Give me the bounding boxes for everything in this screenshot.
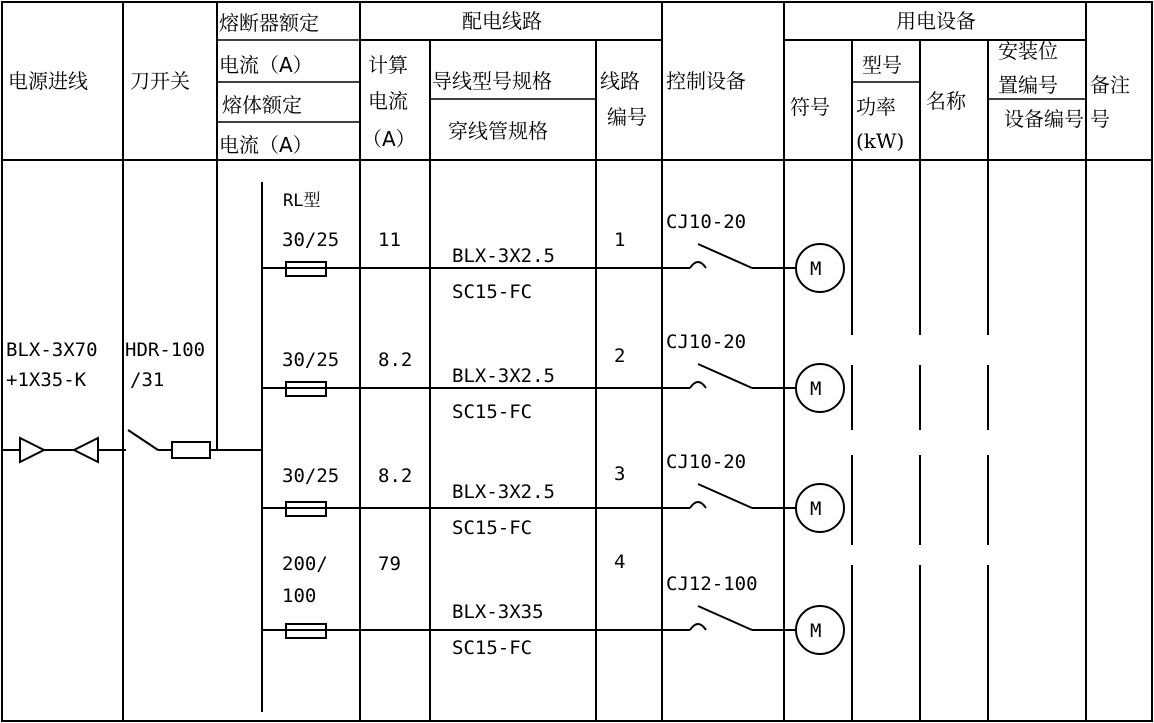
header-distribution: 配电线路 [462, 9, 542, 33]
knife-switch-icon [128, 430, 158, 450]
contactor-icon [690, 624, 706, 630]
incoming-cable-1: BLX-3X70 [6, 339, 98, 361]
branch-contactor: CJ10-20 [666, 331, 747, 353]
branch-fuse-rating: 200/ [282, 553, 328, 575]
branch-line-no: 3 [614, 463, 626, 485]
branch-4 [262, 551, 844, 659]
branch-fuse-rating: 100 [282, 585, 317, 607]
header-install-2: 置编号 [998, 73, 1058, 97]
header-model: 型号 [862, 53, 902, 77]
header-melt-rated-1: 熔体额定 [222, 93, 302, 117]
header-remark-1: 备注 [1090, 73, 1130, 97]
branch-wire: BLX-3X2.5 [452, 481, 555, 503]
branch-line-no: 4 [614, 551, 626, 573]
branch-current: 79 [378, 553, 401, 575]
contactor-icon [698, 606, 752, 630]
branch-line-no: 2 [614, 345, 626, 367]
cable-terminal-icon [20, 438, 44, 462]
header-calc-3: （A） [362, 127, 416, 151]
header-control: 控制设备 [666, 69, 746, 93]
motor-label: M [810, 620, 822, 642]
incoming-feeder [2, 430, 262, 462]
contactor-icon [690, 382, 706, 388]
header-power-in: 电源进线 [8, 69, 88, 93]
contactor-icon [698, 484, 752, 508]
fuse-type: RL型 [283, 191, 321, 211]
branch-fuse-rating: 30/25 [282, 229, 340, 251]
branch-conduit: SC15-FC [452, 637, 533, 659]
header-knife-switch: 刀开关 [130, 69, 190, 93]
header-name: 名称 [926, 89, 966, 113]
branch-contactor: CJ10-20 [666, 211, 747, 233]
header-fuse-rated-2: 电流（A） [219, 53, 313, 77]
branch-current: 8.2 [378, 349, 413, 371]
header-device-no: 设备编号 [1004, 107, 1084, 131]
branch-2 [262, 331, 844, 423]
knife-switch-model-1: HDR-100 [125, 339, 206, 361]
branch-contactor: CJ12-100 [666, 573, 758, 595]
branch-wire: BLX-3X2.5 [452, 365, 555, 387]
header-line-no-1: 线路 [600, 69, 640, 93]
header-calc-1: 计算 [368, 53, 408, 77]
contactor-icon [690, 502, 706, 508]
header-fuse-rated-1: 熔断器额定 [219, 11, 319, 35]
fuse-icon [172, 442, 210, 458]
header-symbol: 符号 [790, 95, 830, 119]
branch-current: 8.2 [378, 465, 413, 487]
contactor-icon [690, 262, 706, 268]
header-melt-rated-2: 电流（A） [219, 133, 313, 157]
header-calc-2: 电流 [368, 89, 408, 113]
branch-conduit: SC15-FC [452, 401, 533, 423]
branch-conduit: SC15-FC [452, 281, 533, 303]
knife-switch-model-2: /31 [130, 369, 165, 391]
header-power-1: 功率 [856, 95, 896, 119]
header-equipment: 用电设备 [896, 9, 976, 33]
branch-line-no: 1 [614, 229, 626, 251]
motor-label: M [810, 258, 822, 280]
branch-wire: BLX-3X35 [452, 601, 544, 623]
branch-contactor: CJ10-20 [666, 451, 747, 473]
header-power-2: (kW) [856, 129, 905, 153]
branch-fuse-rating: 30/25 [282, 465, 340, 487]
header-wire-spec: 导线型号规格 [432, 69, 552, 93]
branch-wire: BLX-3X2.5 [452, 245, 555, 267]
header-line-no-2: 编号 [607, 105, 647, 129]
motor-label: M [810, 378, 822, 400]
header-conduit-spec: 穿线管规格 [448, 119, 548, 143]
equipment-body-gridlines [852, 160, 988, 721]
table-frame [2, 2, 1152, 721]
branch-1 [262, 211, 844, 303]
contactor-icon [698, 244, 752, 268]
motor-label: M [810, 498, 822, 520]
branch-conduit: SC15-FC [452, 517, 533, 539]
cable-terminal-icon [74, 438, 98, 462]
incoming-cable-2: +1X35-K [6, 369, 87, 391]
branch-current: 11 [378, 229, 401, 251]
branch-3 [262, 451, 844, 539]
header-install-1: 安装位 [998, 39, 1058, 63]
contactor-icon [698, 364, 752, 388]
branch-fuse-rating: 30/25 [282, 349, 340, 371]
header-remark-2: 号 [1090, 107, 1110, 131]
